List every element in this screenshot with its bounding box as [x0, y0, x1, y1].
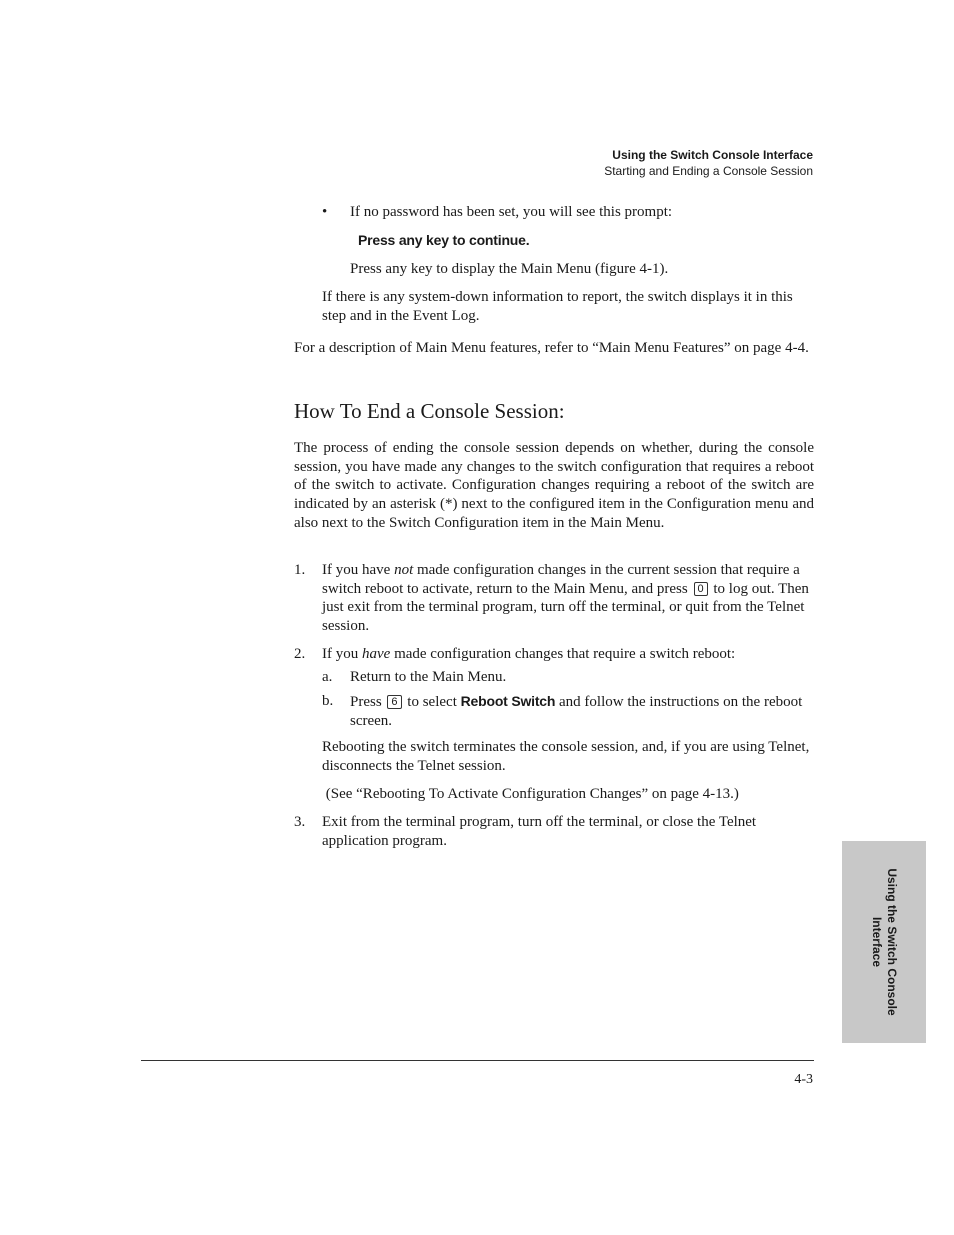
- step-2-emphasis: have: [362, 646, 391, 662]
- main-menu-reference-paragraph: For a description of Main Menu features, refer to “Main Menu Features” on page 4-4.: [294, 340, 809, 356]
- bullet-marker: •: [322, 204, 328, 220]
- sub-step-a-letter: a.: [322, 669, 333, 685]
- running-header-title: Using the Switch Console Interface: [612, 148, 813, 162]
- sub-step-b-part3: and follow the instructions on the reboot screen.: [350, 694, 803, 729]
- side-tab-line-2: Interface: [870, 916, 884, 967]
- step-3-number: 3.: [294, 814, 306, 830]
- side-tab-line-1: Using the Switch Console: [885, 868, 899, 1016]
- sub-step-b-letter: b.: [322, 693, 334, 709]
- running-header-subtitle: Starting and Ending a Console Session: [604, 164, 813, 178]
- step-1-part3: to log out. Then just exit from the terminal program, turn off the terminal, or quit from the Telnet session.: [322, 580, 809, 635]
- key-0-icon: 0: [694, 582, 708, 596]
- step-1-emphasis: not: [394, 562, 414, 578]
- console-prompt: Press any key to continue.: [358, 232, 530, 248]
- system-down-paragraph: If there is any system-down information to report, the switch displays it in this step and in the Event Log.: [322, 289, 793, 324]
- step-1-text: [322, 561, 814, 636]
- reboot-switch-label: Reboot Switch: [460, 693, 556, 709]
- step-1-part1: If you have: [322, 562, 395, 578]
- section-heading: How To End a Console Session:: [294, 399, 565, 423]
- step-2-part1: If you: [322, 646, 362, 662]
- sub-step-b-part1: Press: [350, 694, 386, 710]
- side-tab: [842, 841, 926, 1043]
- sub-step-b-part2: to select: [403, 694, 461, 710]
- see-reference: (See “Rebooting To Activate Configuration Changes” on page 4-13.): [322, 786, 739, 802]
- key-6-icon: 6: [387, 695, 401, 709]
- sub-step-a-text: Return to the Main Menu.: [350, 669, 507, 685]
- footer-divider: [141, 1060, 814, 1061]
- step-2-text: [322, 645, 814, 664]
- press-any-key-paragraph: Press any key to display the Main Menu (figure 4-1).: [350, 261, 669, 277]
- rebooting-paragraph: Rebooting the switch terminates the console session, and, if you are using Telnet, disconnects the Telnet session.: [322, 739, 810, 774]
- side-tab-label: [842, 841, 926, 1043]
- page-number: 4-3: [794, 1072, 813, 1087]
- step-2-number: 2.: [294, 646, 306, 662]
- step-2-part2: made configuration changes that require a switch reboot:: [390, 646, 736, 662]
- step-1-number: 1.: [294, 562, 306, 578]
- sub-step-b-text: [350, 692, 814, 730]
- bullet-text: If no password has been set, you will see this prompt:: [350, 204, 673, 220]
- intro-paragraph: The process of ending the console session depends on whether, during the console session, you have made any changes to the switch configuration that requires a reboot of the switch to activate. Configuration changes requiring a reboot of the switch are indicated by an asterisk (*) next to the configured item in the Configuration menu and also next to the Switch Configuration item in the Main Menu.: [294, 440, 814, 531]
- step-3-text: Exit from the terminal program, turn off the terminal, or close the Telnet application program.: [322, 814, 757, 849]
- step-1-part2: made configuration changes in the current session that require a switch reboot to activate, return to the Main Menu, and press: [322, 562, 800, 597]
